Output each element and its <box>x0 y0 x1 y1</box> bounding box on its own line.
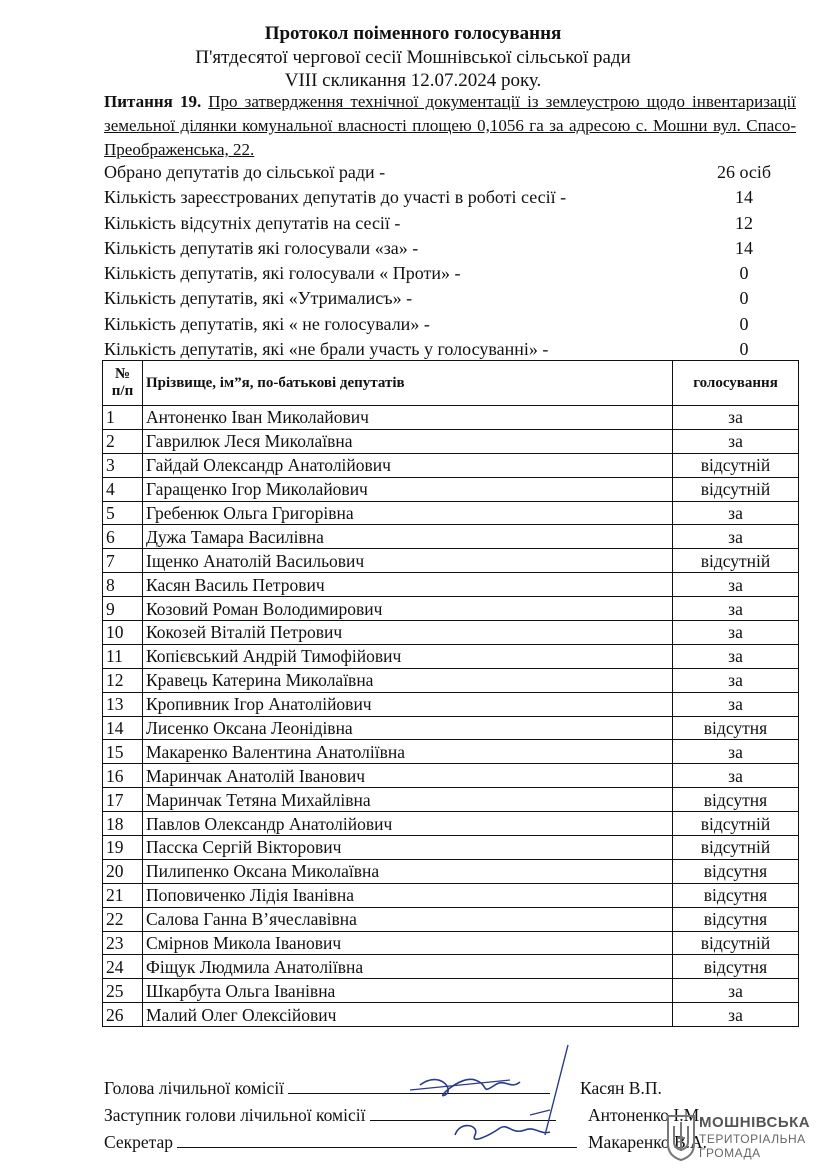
table-row <box>103 453 799 477</box>
vote-value: за <box>673 1003 799 1027</box>
number-header-line1: № <box>114 366 131 382</box>
number-column-header <box>103 361 143 406</box>
deputy-name: Пасска Сергій Вікторович <box>143 836 673 860</box>
table-row <box>103 788 799 812</box>
vote-value: за <box>673 573 799 597</box>
stat-row <box>104 286 796 311</box>
vote-value: за <box>673 979 799 1003</box>
vote-value: відсутній <box>673 549 799 573</box>
table-row <box>103 501 799 525</box>
row-number: 13 <box>103 692 143 716</box>
signature-line <box>177 1129 577 1148</box>
row-number: 9 <box>103 597 143 621</box>
row-number: 14 <box>103 716 143 740</box>
stat-value: 14 <box>735 237 753 258</box>
table-row <box>103 907 799 931</box>
table-row <box>103 979 799 1003</box>
deputy-name: Іщенко Анатолій Васильович <box>143 549 673 573</box>
table-row <box>103 406 799 430</box>
deputy-name: Маринчак Анатолій Іванович <box>143 764 673 788</box>
deputy-name: Поповиченко Лідія Іванівна <box>143 883 673 907</box>
deputy-name: Гаращенко Ігор Миколайович <box>143 477 673 501</box>
deputy-name: Гребенюк Ольга Григорівна <box>143 501 673 525</box>
table-row <box>103 621 799 645</box>
vote-value: за <box>673 644 799 668</box>
table-row <box>103 716 799 740</box>
stat-row <box>104 160 796 185</box>
stat-label: Кількість депутатів які голосували «за» - <box>104 237 419 258</box>
table-header-row <box>103 361 799 406</box>
watermark-line3: ГРОМАДА <box>699 1146 761 1160</box>
vote-value: за <box>673 668 799 692</box>
row-number: 16 <box>103 764 143 788</box>
row-number: 8 <box>103 573 143 597</box>
table-row <box>103 931 799 955</box>
question-label: Питання 19. <box>104 92 202 111</box>
stat-row <box>104 312 796 337</box>
stat-label: Кількість відсутніх депутатів на сесії - <box>104 212 401 233</box>
vote-value: відсутня <box>673 859 799 883</box>
table-row <box>103 644 799 668</box>
vote-value: за <box>673 501 799 525</box>
row-number: 3 <box>103 453 143 477</box>
row-number: 25 <box>103 979 143 1003</box>
table-body <box>103 406 799 1027</box>
table-row <box>103 1003 799 1027</box>
signature-name: Касян В.П. <box>580 1078 662 1098</box>
stat-value: 0 <box>739 263 749 284</box>
row-number: 24 <box>103 955 143 979</box>
stat-value: 12 <box>735 212 753 233</box>
deputy-name: Смірнов Микола Іванович <box>143 931 673 955</box>
signature-row <box>104 1075 804 1102</box>
signature-role: Заступник голови лічильної комісії <box>104 1105 366 1125</box>
deputy-name: Касян Василь Петрович <box>143 573 673 597</box>
deputy-name: Кравець Катерина Миколаївна <box>143 668 673 692</box>
table-row <box>103 429 799 453</box>
stat-value: 0 <box>739 339 749 360</box>
convocation-date-line: VIII скликання 12.07.2024 року. <box>284 70 542 91</box>
stat-row <box>104 185 796 210</box>
deputy-name: Лисенко Оксана Леонідівна <box>143 716 673 740</box>
community-watermark <box>665 1112 815 1164</box>
vote-value: відсутня <box>673 788 799 812</box>
table-row <box>103 597 799 621</box>
document-header <box>0 22 826 92</box>
table-row <box>103 859 799 883</box>
row-number: 19 <box>103 836 143 860</box>
deputy-name: Фіщук Людмила Анатоліївна <box>143 955 673 979</box>
deputy-name: Копієвський Андрій Тимофійович <box>143 644 673 668</box>
row-number: 1 <box>103 406 143 430</box>
row-number: 23 <box>103 931 143 955</box>
roll-call-table <box>102 360 799 1027</box>
table-row <box>103 812 799 836</box>
deputy-name: Козовий Роман Володимирович <box>143 597 673 621</box>
table-row <box>103 573 799 597</box>
deputy-name: Гайдай Олександр Анатолійович <box>143 453 673 477</box>
row-number: 18 <box>103 812 143 836</box>
watermark-line2: ТЕРИТОРІАЛЬНА <box>699 1132 806 1146</box>
session-line: П'ятдесятої чергової сесії Мошнівської сільської ради <box>195 47 631 68</box>
vote-value: за <box>673 692 799 716</box>
row-number: 5 <box>103 501 143 525</box>
table-row <box>103 740 799 764</box>
agenda-question <box>104 90 796 162</box>
vote-value: за <box>673 597 799 621</box>
vote-value: відсутня <box>673 716 799 740</box>
stat-row <box>104 337 796 362</box>
row-number: 22 <box>103 907 143 931</box>
stat-value: 26 осіб <box>716 162 772 182</box>
question-text: Про затвердження технічної документації із землеустрою щодо інвентаризації земельної ділянки комунальної власності площею 0,1056 га за адресою с. Мошни вул. Спасо-Преображенська, 22. <box>104 92 796 159</box>
deputy-name: Антоненко Іван Миколайович <box>143 406 673 430</box>
signature-name: Антоненко І.М. <box>588 1105 704 1125</box>
vote-value: відсутня <box>673 955 799 979</box>
table-row <box>103 955 799 979</box>
name-column-header: Прізвище, ім”я, по-батькові депутатів <box>143 361 673 406</box>
deputy-name: Малий Олег Олексійович <box>143 1003 673 1027</box>
deputy-name: Гаврилюк Леся Миколаївна <box>143 429 673 453</box>
vote-statistics <box>104 160 796 362</box>
vote-value: відсутній <box>673 812 799 836</box>
vote-value: за <box>673 406 799 430</box>
deputy-name: Павлов Олександр Анатолійович <box>143 812 673 836</box>
row-number: 20 <box>103 859 143 883</box>
vote-value: відсутня <box>673 883 799 907</box>
stat-label: Обрано депутатів до сільської ради - <box>104 162 386 182</box>
signature-line <box>288 1075 550 1094</box>
stat-row <box>104 261 796 286</box>
deputy-name: Кропивник Ігор Анатолійович <box>143 692 673 716</box>
deputy-name: Салова Ганна В’ячеславівна <box>143 907 673 931</box>
table-row <box>103 525 799 549</box>
table-row <box>103 549 799 573</box>
vote-value: відсутній <box>673 836 799 860</box>
vote-value: відсутній <box>673 453 799 477</box>
stat-value: 14 <box>735 187 753 208</box>
stat-label: Кількість депутатів, які «Утрималисъ» - <box>104 288 413 309</box>
row-number: 12 <box>103 668 143 692</box>
table-row <box>103 836 799 860</box>
signature-line <box>370 1102 556 1121</box>
deputy-name: Кокозей Віталій Петрович <box>143 621 673 645</box>
vote-value: за <box>673 764 799 788</box>
vote-value: за <box>673 621 799 645</box>
vote-column-header: голосування <box>673 361 799 406</box>
row-number: 6 <box>103 525 143 549</box>
table-row <box>103 477 799 501</box>
deputy-name: Пилипенко Оксана Миколаївна <box>143 859 673 883</box>
deputy-name: Макаренко Валентина Анатоліївна <box>143 740 673 764</box>
deputy-name: Шкарбута Ольга Іванівна <box>143 979 673 1003</box>
signature-role: Голова лічильної комісії <box>104 1078 285 1098</box>
number-header-line2: п/п <box>111 383 134 399</box>
row-number: 4 <box>103 477 143 501</box>
stat-label: Кількість депутатів, які «не брали участь у голосуванні» - <box>104 339 549 360</box>
vote-value: за <box>673 740 799 764</box>
stat-row <box>104 236 796 261</box>
vote-value: відсутня <box>673 907 799 931</box>
table-row <box>103 764 799 788</box>
vote-value: відсутній <box>673 931 799 955</box>
signature-name: Макаренко В.А. <box>588 1132 708 1152</box>
signature-role: Секретар <box>104 1132 174 1152</box>
row-number: 15 <box>103 740 143 764</box>
vote-value: за <box>673 429 799 453</box>
stat-label: Кількість депутатів, які голосували « Проти» - <box>104 263 461 284</box>
deputy-name: Дужа Тамара Василівна <box>143 525 673 549</box>
stat-row <box>104 211 796 236</box>
stat-label: Кількість зареєстрованих депутатів до участі в роботі сесії - <box>104 187 567 208</box>
vote-value: за <box>673 525 799 549</box>
vote-value: відсутній <box>673 477 799 501</box>
table-row <box>103 883 799 907</box>
row-number: 2 <box>103 429 143 453</box>
table-row <box>103 668 799 692</box>
stat-value: 0 <box>739 313 749 334</box>
deputy-name: Маринчак Тетяна Михайлівна <box>143 788 673 812</box>
document-title: Протокол поіменного голосування <box>264 23 562 44</box>
row-number: 7 <box>103 549 143 573</box>
stat-label: Кількість депутатів, які « не голосували» - <box>104 313 430 334</box>
row-number: 11 <box>103 644 143 668</box>
row-number: 26 <box>103 1003 143 1027</box>
trident-emblem-icon <box>665 1112 697 1162</box>
row-number: 21 <box>103 883 143 907</box>
table-row <box>103 692 799 716</box>
row-number: 17 <box>103 788 143 812</box>
row-number: 10 <box>103 621 143 645</box>
stat-value: 0 <box>739 288 749 309</box>
watermark-line1: МОШНІВСЬКА <box>699 1114 811 1131</box>
